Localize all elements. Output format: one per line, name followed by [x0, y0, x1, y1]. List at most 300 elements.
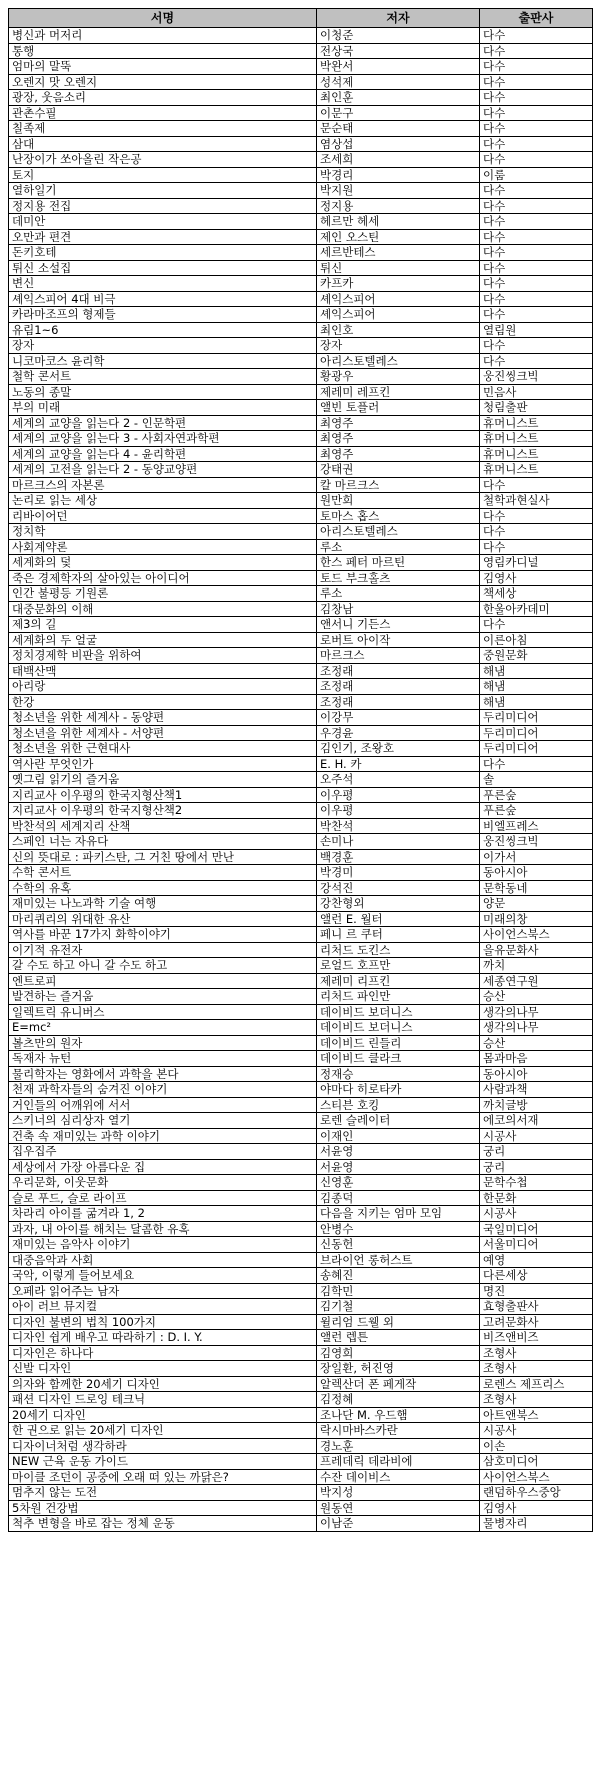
cell-title: 우리문화, 이웃문화	[9, 1175, 317, 1191]
cell-title: 셰익스피어 4대 비극	[9, 291, 317, 307]
cell-author: 성석제	[317, 74, 480, 90]
cell-publisher: 두리미디어	[480, 710, 593, 726]
cell-author: 최영주	[317, 415, 480, 431]
cell-author: 신동헌	[317, 1237, 480, 1253]
cell-author: 송혜진	[317, 1268, 480, 1284]
cell-author: 안병수	[317, 1221, 480, 1237]
table-row	[9, 1051, 593, 1067]
table-row	[9, 229, 593, 245]
cell-publisher: 두리미디어	[480, 725, 593, 741]
cell-author: 헤르만 헤세	[317, 214, 480, 230]
cell-title: 관촌수필	[9, 105, 317, 121]
cell-publisher: 비즈앤비즈	[480, 1330, 593, 1346]
cell-title: 수학의 유혹	[9, 880, 317, 896]
cell-title: 논리로 읽는 세상	[9, 493, 317, 509]
cell-publisher: 다수	[480, 198, 593, 214]
table-row	[9, 524, 593, 540]
cell-publisher: 시공사	[480, 1128, 593, 1144]
cell-author: 우경윤	[317, 725, 480, 741]
cell-publisher: 시공사	[480, 1423, 593, 1439]
cell-publisher: 휴머니스트	[480, 446, 593, 462]
cell-title: 유림1~6	[9, 322, 317, 338]
table-row	[9, 1252, 593, 1268]
cell-publisher: 몸과마음	[480, 1051, 593, 1067]
cell-author: 앨빈 토플러	[317, 400, 480, 416]
cell-publisher: 청림출판	[480, 400, 593, 416]
table-row	[9, 353, 593, 369]
table-row	[9, 586, 593, 602]
table-row	[9, 942, 593, 958]
cell-publisher: 을유문화사	[480, 942, 593, 958]
table-row	[9, 973, 593, 989]
cell-title: 20세기 디자인	[9, 1407, 317, 1423]
table-row	[9, 1097, 593, 1113]
cell-publisher: 동아시아	[480, 1066, 593, 1082]
cell-author: 박경리	[317, 167, 480, 183]
cell-publisher: 세종연구원	[480, 973, 593, 989]
cell-title: 난장이가 쏘아올린 작은공	[9, 152, 317, 168]
cell-publisher: 미래의창	[480, 911, 593, 927]
cell-author: 토마스 홉스	[317, 508, 480, 524]
cell-author: 원만희	[317, 493, 480, 509]
cell-publisher: 문학수첩	[480, 1175, 593, 1191]
cell-publisher: 다수	[480, 28, 593, 44]
table-row	[9, 1407, 593, 1423]
table-row	[9, 741, 593, 757]
cell-author: 제레미 레프킨	[317, 384, 480, 400]
table-row	[9, 105, 593, 121]
cell-publisher: 까치	[480, 958, 593, 974]
table-row	[9, 787, 593, 803]
cell-title: 돈키호테	[9, 245, 317, 261]
table-row	[9, 958, 593, 974]
cell-author: 김학민	[317, 1283, 480, 1299]
table-row	[9, 1500, 593, 1516]
table-row	[9, 1283, 593, 1299]
cell-title: 디자이너처럼 생각하라	[9, 1438, 317, 1454]
cell-title: 한강	[9, 694, 317, 710]
cell-title: 리바이어던	[9, 508, 317, 524]
cell-author: 리처드 파인만	[317, 989, 480, 1005]
cell-publisher: 한울아카데미	[480, 601, 593, 617]
table-row	[9, 617, 593, 633]
cell-title: 5차원 건강법	[9, 1500, 317, 1516]
cell-publisher: 영림카디널	[480, 555, 593, 571]
cell-publisher: 한문화	[480, 1190, 593, 1206]
cell-title: 칠족제	[9, 121, 317, 137]
cell-author: 리처드 도킨스	[317, 942, 480, 958]
table-row	[9, 214, 593, 230]
table-row	[9, 1392, 593, 1408]
cell-author: 김영희	[317, 1345, 480, 1361]
cell-publisher: 시공사	[480, 1206, 593, 1222]
cell-publisher: 동아시아	[480, 865, 593, 881]
cell-author: 수잔 데이비스	[317, 1469, 480, 1485]
cell-title: 의자와 함께한 20세기 디자인	[9, 1376, 317, 1392]
cell-title: 집우집주	[9, 1144, 317, 1160]
table-row	[9, 338, 593, 354]
table-row	[9, 276, 593, 292]
cell-author: 로얼드 호프만	[317, 958, 480, 974]
cell-author: 알렉산더 폰 페게작	[317, 1376, 480, 1392]
cell-publisher: 휴머니스트	[480, 431, 593, 447]
cell-title: 대중음악과 사회	[9, 1252, 317, 1268]
cell-title: 건축 속 재미있는 과학 이야기	[9, 1128, 317, 1144]
cell-author: 이남준	[317, 1516, 480, 1532]
cell-title: 광장, 웃음소리	[9, 90, 317, 106]
table-row	[9, 989, 593, 1005]
cell-publisher: 조형사	[480, 1361, 593, 1377]
table-row	[9, 1144, 593, 1160]
cell-publisher: 책세상	[480, 586, 593, 602]
table-row	[9, 431, 593, 447]
table-row	[9, 570, 593, 586]
cell-title: 이기적 유전자	[9, 942, 317, 958]
cell-publisher: 까치글방	[480, 1097, 593, 1113]
table-row	[9, 663, 593, 679]
cell-publisher: 이른아침	[480, 632, 593, 648]
cell-author: 아리스토텔레스	[317, 524, 480, 540]
cell-publisher: 다수	[480, 617, 593, 633]
table-row	[9, 28, 593, 44]
table-row	[9, 865, 593, 881]
cell-publisher: 해냄	[480, 663, 593, 679]
cell-title: 세계화의 덫	[9, 555, 317, 571]
cell-publisher: 다수	[480, 136, 593, 152]
cell-publisher: 명진	[480, 1283, 593, 1299]
cell-title: 정치경제학 비판을 위하여	[9, 648, 317, 664]
cell-author: 앨런 렙튼	[317, 1330, 480, 1346]
table-row	[9, 679, 593, 695]
header-author: 저자	[317, 9, 480, 28]
cell-author: 브라이언 롱허스트	[317, 1252, 480, 1268]
cell-author: 박완서	[317, 59, 480, 75]
cell-publisher: 다수	[480, 183, 593, 199]
cell-title: 멈추지 않는 도전	[9, 1485, 317, 1501]
cell-publisher: 다수	[480, 539, 593, 555]
cell-title: 정지용 전집	[9, 198, 317, 214]
cell-author: 로렌 슬레이터	[317, 1113, 480, 1129]
cell-title: 통행	[9, 43, 317, 59]
table-row	[9, 260, 593, 276]
table-row	[9, 1113, 593, 1129]
cell-publisher: 아트앤북스	[480, 1407, 593, 1423]
cell-publisher: 사이언스북스	[480, 1469, 593, 1485]
cell-publisher: 김영사	[480, 1500, 593, 1516]
cell-title: 디자인 불변의 법칙 100가지	[9, 1314, 317, 1330]
cell-title: 한 권으로 읽는 20세기 디자인	[9, 1423, 317, 1439]
cell-publisher: 승산	[480, 989, 593, 1005]
cell-author: 장자	[317, 338, 480, 354]
cell-publisher: 국일미디어	[480, 1221, 593, 1237]
table-row	[9, 803, 593, 819]
cell-author: 김기철	[317, 1299, 480, 1315]
cell-title: 세계의 교양을 읽는다 4 - 윤리학편	[9, 446, 317, 462]
cell-author: 데이비드 클라크	[317, 1051, 480, 1067]
cell-title: 역사란 무엇인가	[9, 756, 317, 772]
cell-title: 수학 콘서트	[9, 865, 317, 881]
cell-title: 인간 불평등 기원론	[9, 586, 317, 602]
cell-title: 옛그림 읽기의 즐거움	[9, 772, 317, 788]
cell-author: 프레데릭 데라비에	[317, 1454, 480, 1470]
table-row	[9, 1206, 593, 1222]
cell-publisher: 문학동네	[480, 880, 593, 896]
table-row	[9, 183, 593, 199]
cell-title: 변신	[9, 276, 317, 292]
cell-title: 사회계약론	[9, 539, 317, 555]
table-row	[9, 834, 593, 850]
cell-author: 제레미 리프킨	[317, 973, 480, 989]
cell-title: 디자인은 하나다	[9, 1345, 317, 1361]
cell-publisher: 휴머니스트	[480, 415, 593, 431]
cell-author: 최영주	[317, 446, 480, 462]
table-row	[9, 245, 593, 261]
cell-title: 열하일기	[9, 183, 317, 199]
cell-publisher: 고려문화사	[480, 1314, 593, 1330]
table-row	[9, 1035, 593, 1051]
cell-title: 갈 수도 하고 아니 갈 수도 하고	[9, 958, 317, 974]
cell-title: 신발 디자인	[9, 1361, 317, 1377]
cell-author: 장일환, 허진영	[317, 1361, 480, 1377]
cell-author: 카프카	[317, 276, 480, 292]
cell-author: 스티븐 호킹	[317, 1097, 480, 1113]
table-row	[9, 1330, 593, 1346]
table-row	[9, 1438, 593, 1454]
cell-author: 박지원	[317, 183, 480, 199]
cell-author: 이우평	[317, 787, 480, 803]
cell-title: 차라리 아이를 굶겨라 1, 2	[9, 1206, 317, 1222]
cell-title: 노동의 종말	[9, 384, 317, 400]
cell-author: 이우평	[317, 803, 480, 819]
cell-author: 강태권	[317, 462, 480, 478]
cell-title: 슬로 푸드, 슬로 라이프	[9, 1190, 317, 1206]
cell-publisher: 솔	[480, 772, 593, 788]
cell-title: 청소년을 위한 세계사 - 동양편	[9, 710, 317, 726]
cell-publisher: 열림원	[480, 322, 593, 338]
cell-author: 조정래	[317, 694, 480, 710]
cell-title: 디자인 쉽게 배우고 따라하기 : D. I. Y.	[9, 1330, 317, 1346]
cell-title: 국악, 이렇게 들어보세요	[9, 1268, 317, 1284]
cell-author: 서윤영	[317, 1159, 480, 1175]
cell-publisher: 다수	[480, 508, 593, 524]
cell-publisher: 다수	[480, 245, 593, 261]
cell-publisher: 다수	[480, 756, 593, 772]
cell-publisher: 궁리	[480, 1144, 593, 1160]
cell-publisher: 다수	[480, 477, 593, 493]
cell-publisher: 생각의나무	[480, 1004, 593, 1020]
cell-publisher: 다수	[480, 338, 593, 354]
cell-title: 아이 러브 뮤지컬	[9, 1299, 317, 1315]
cell-author: 루소	[317, 586, 480, 602]
cell-author: 김창남	[317, 601, 480, 617]
cell-title: 세계의 고전을 읽는다 2 - 동양교양편	[9, 462, 317, 478]
cell-title: 물리학자는 영화에서 과학을 본다	[9, 1066, 317, 1082]
cell-title: 세계의 교양을 읽는다 3 - 사회자연과학편	[9, 431, 317, 447]
cell-title: 독재자 뉴턴	[9, 1051, 317, 1067]
cell-author: 이청준	[317, 28, 480, 44]
cell-title: 척추 변형을 바로 잡는 정체 운동	[9, 1516, 317, 1532]
cell-title: 니코마코스 윤리학	[9, 353, 317, 369]
cell-title: 발견하는 즐거움	[9, 989, 317, 1005]
table-row	[9, 462, 593, 478]
cell-publisher: 다수	[480, 90, 593, 106]
cell-author: 김정혜	[317, 1392, 480, 1408]
table-row	[9, 1454, 593, 1470]
cell-title: 재미있는 나노과학 기술 여행	[9, 896, 317, 912]
table-row	[9, 911, 593, 927]
cell-publisher: 다수	[480, 307, 593, 323]
cell-publisher: 예영	[480, 1252, 593, 1268]
cell-author: 루소	[317, 539, 480, 555]
cell-publisher: 다수	[480, 524, 593, 540]
book-list-table	[8, 8, 593, 1532]
cell-publisher: 다수	[480, 291, 593, 307]
table-row	[9, 477, 593, 493]
table-row	[9, 818, 593, 834]
cell-author: 셰익스피어	[317, 291, 480, 307]
table-row	[9, 1423, 593, 1439]
cell-publisher: 다수	[480, 260, 593, 276]
cell-publisher: 해냄	[480, 694, 593, 710]
cell-title: 마이클 조던이 공중에 오래 떠 있는 까닭은?	[9, 1469, 317, 1485]
cell-publisher: 민음사	[480, 384, 593, 400]
table-row	[9, 1175, 593, 1191]
cell-title: 오만과 편견	[9, 229, 317, 245]
cell-author: 강찬형외	[317, 896, 480, 912]
cell-author: 이강무	[317, 710, 480, 726]
table-row	[9, 725, 593, 741]
cell-publisher: 물병자리	[480, 1516, 593, 1532]
header-title: 서명	[9, 9, 317, 28]
cell-publisher: 비엘프레스	[480, 818, 593, 834]
cell-author: 원동연	[317, 1500, 480, 1516]
cell-publisher: 다수	[480, 152, 593, 168]
cell-publisher: 에코의서재	[480, 1113, 593, 1129]
cell-title: NEW 근육 운동 가이드	[9, 1454, 317, 1470]
cell-publisher: 두리미디어	[480, 741, 593, 757]
table-row	[9, 1082, 593, 1098]
cell-title: 철학 콘서트	[9, 369, 317, 385]
cell-publisher: 생각의나무	[480, 1020, 593, 1036]
cell-title: 죽은 경제학자의 살아있는 아이디어	[9, 570, 317, 586]
cell-publisher: 승산	[480, 1035, 593, 1051]
table-row	[9, 369, 593, 385]
cell-publisher: 조형사	[480, 1392, 593, 1408]
cell-author: 데이비드 보더니스	[317, 1020, 480, 1036]
cell-title: 세상에서 가장 아름다운 집	[9, 1159, 317, 1175]
cell-author: 경노훈	[317, 1438, 480, 1454]
cell-author: 앤서니 기든스	[317, 617, 480, 633]
table-row	[9, 772, 593, 788]
table-row	[9, 198, 593, 214]
cell-title: 지리교사 이우평의 한국지형산책1	[9, 787, 317, 803]
table-row	[9, 880, 593, 896]
cell-author: 박찬석	[317, 818, 480, 834]
cell-author: 문순태	[317, 121, 480, 137]
table-row	[9, 322, 593, 338]
cell-author: 박지성	[317, 1485, 480, 1501]
cell-publisher: 김영사	[480, 570, 593, 586]
table-row	[9, 446, 593, 462]
cell-author: 정재승	[317, 1066, 480, 1082]
cell-publisher: 다수	[480, 59, 593, 75]
cell-publisher: 서울미디어	[480, 1237, 593, 1253]
table-row	[9, 648, 593, 664]
cell-author: 이문구	[317, 105, 480, 121]
cell-title: 재미있는 음악사 이야기	[9, 1237, 317, 1253]
table-row	[9, 1066, 593, 1082]
table-row	[9, 1020, 593, 1036]
cell-title: 부의 미래	[9, 400, 317, 416]
table-row	[9, 415, 593, 431]
cell-title: 장자	[9, 338, 317, 354]
cell-author: 조정래	[317, 679, 480, 695]
cell-author: 정지용	[317, 198, 480, 214]
cell-author: 다음을 지키는 엄마 모임	[317, 1206, 480, 1222]
cell-publisher: 조형사	[480, 1345, 593, 1361]
table-row	[9, 136, 593, 152]
cell-title: 엔트로피	[9, 973, 317, 989]
cell-title: 태백산맥	[9, 663, 317, 679]
table-row	[9, 152, 593, 168]
cell-title: 오렌지 맛 오렌지	[9, 74, 317, 90]
table-row	[9, 493, 593, 509]
table-row	[9, 601, 593, 617]
cell-author: 세르반테스	[317, 245, 480, 261]
cell-author: 페니 르 쿠터	[317, 927, 480, 943]
cell-title: 삼대	[9, 136, 317, 152]
table-row	[9, 694, 593, 710]
cell-author: 조세희	[317, 152, 480, 168]
cell-publisher: 다수	[480, 229, 593, 245]
table-row	[9, 167, 593, 183]
cell-author: 튀신	[317, 260, 480, 276]
cell-title: 스페인 너는 자유다	[9, 834, 317, 850]
cell-title: 스키너의 심리상자 열기	[9, 1113, 317, 1129]
cell-publisher: 이가서	[480, 849, 593, 865]
cell-publisher: 다른세상	[480, 1268, 593, 1284]
table-row	[9, 1190, 593, 1206]
cell-author: 칼 마르크스	[317, 477, 480, 493]
cell-publisher: 휴머니스트	[480, 462, 593, 478]
cell-author: 손미나	[317, 834, 480, 850]
cell-title: 마리퀴리의 위대한 유산	[9, 911, 317, 927]
cell-publisher: 로렌스 제프리스	[480, 1376, 593, 1392]
cell-title: 청소년을 위한 근현대사	[9, 741, 317, 757]
cell-author: 마르크스	[317, 648, 480, 664]
cell-publisher: 해냄	[480, 679, 593, 695]
cell-title: 데미안	[9, 214, 317, 230]
header-publisher: 출판사	[480, 9, 593, 28]
cell-title: 카라마조프의 형제들	[9, 307, 317, 323]
table-row	[9, 400, 593, 416]
cell-title: 박찬석의 세계지리 산책	[9, 818, 317, 834]
cell-author: 로버트 아이작	[317, 632, 480, 648]
cell-publisher: 푸른숲	[480, 787, 593, 803]
table-row	[9, 1159, 593, 1175]
cell-title: 토지	[9, 167, 317, 183]
table-row	[9, 710, 593, 726]
table-row	[9, 927, 593, 943]
cell-author: 김종덕	[317, 1190, 480, 1206]
table-row	[9, 307, 593, 323]
cell-author: 야마다 히로타카	[317, 1082, 480, 1098]
cell-title: 대중문화의 이해	[9, 601, 317, 617]
table-row	[9, 59, 593, 75]
cell-publisher: 다수	[480, 105, 593, 121]
cell-title: 아리랑	[9, 679, 317, 695]
cell-author: 제인 오스틴	[317, 229, 480, 245]
